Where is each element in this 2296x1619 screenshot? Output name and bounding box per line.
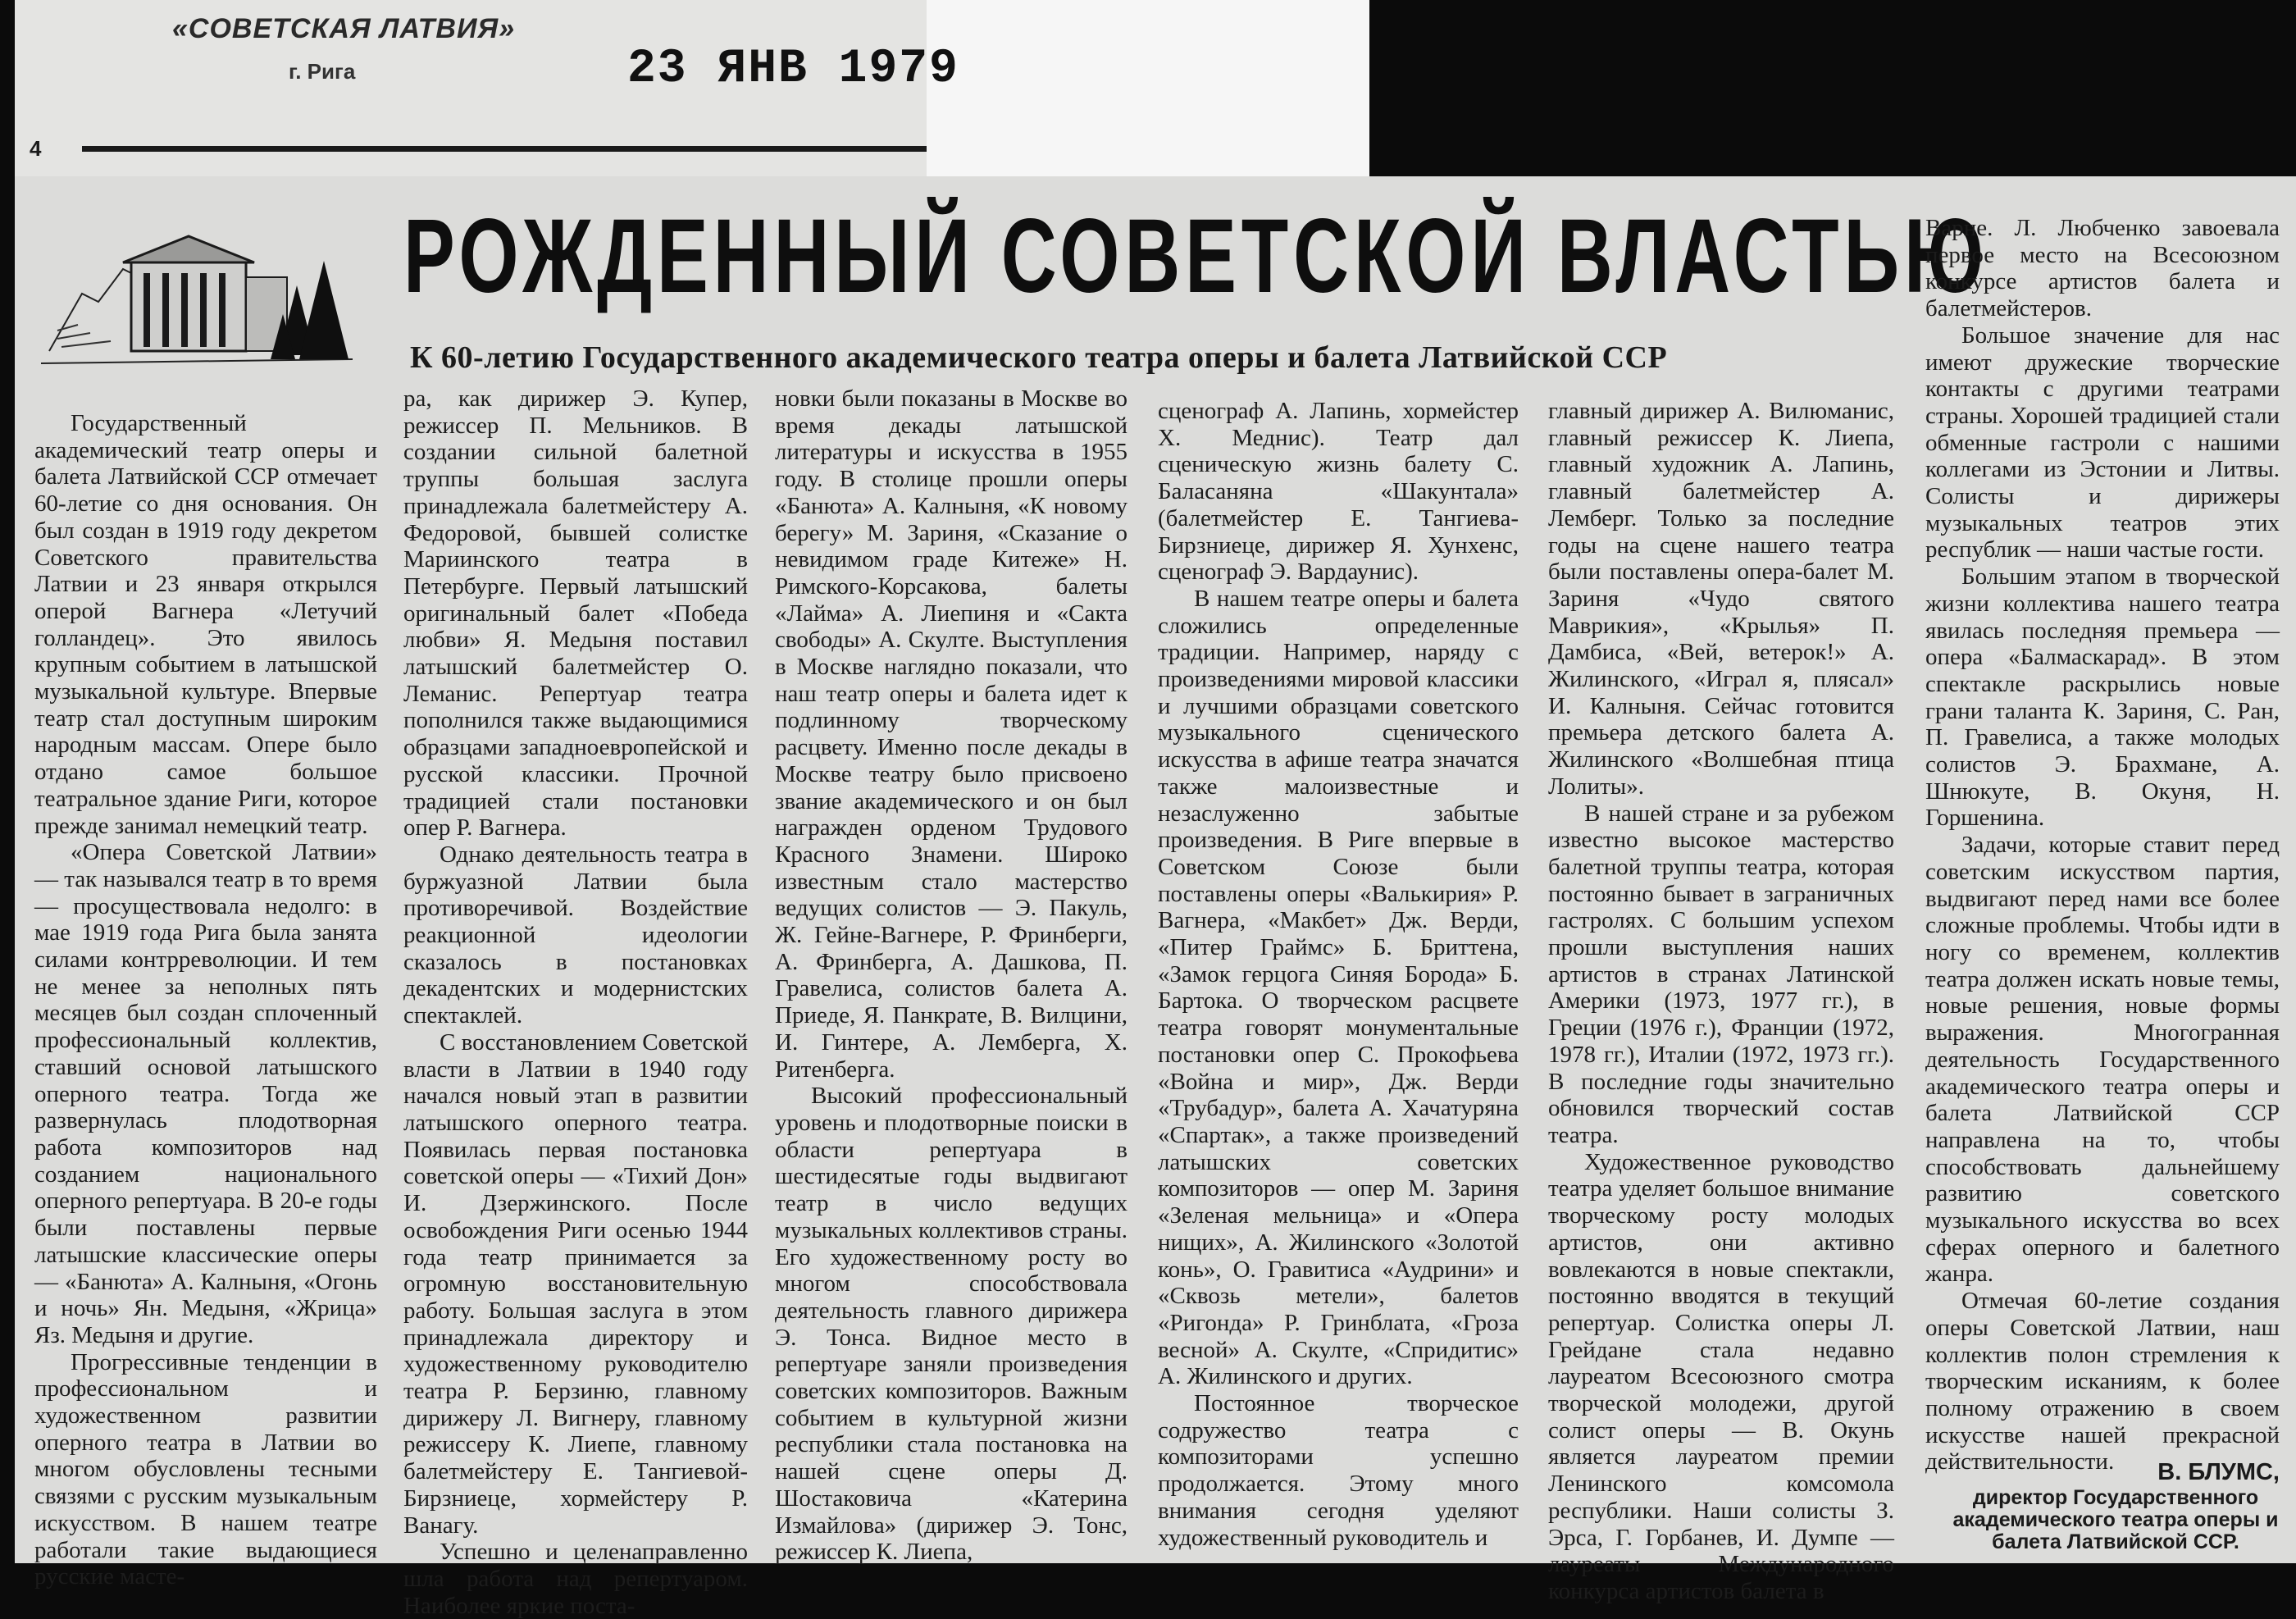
page-number: 4: [30, 136, 42, 161]
paragraph: Большим этапом в творческой жизни коллектива нашего театра явилась последняя премьера — опера «Балмаскарад». В этом спектакле раскрылись новые грани таланта К. Зариня, С. Ран, П. Гравелиса, а также молодых солистов Э. Брахмане, А. Шнюкуте, В. Окуня, Н. Горшенина.: [1925, 563, 2280, 832]
paragraph: ра, как дирижер Э. Купер, режиссер П. Мельников. В создании сильной балетной труппы большая заслуга принадлежала балетмейстеру А. Федоровой, бывшей солистке Мариинского театра в Петербурге. Первый латышский оригинальный балет «Победа любви» Я. Медыня поставил латышский балетмейстер О. Леманис. Репертуар театра пополнился также выдающимися образцами западноевропейской и русской классики. Прочной традицией стали постановки опер Р. Вагнера.: [403, 385, 748, 841]
paragraph: Постоянное творческое содружество театра с композиторами успешно продолжается. Этому много внимания сегодня уделяют художественный руководитель и: [1158, 1390, 1519, 1551]
newspaper-masthead: «СОВЕТСКАЯ ЛАТВИЯ»: [172, 13, 516, 44]
paragraph: «Опера Советской Латвии» — так назывался театр в то время — просуществовала недолго: в мае 1919 года Рига была занята силами контрреволюции. И тем не менее за неполных пять месяцев был создан сплоченный профессиональный коллектив, ставший основой латышского оперного театра. Тогда же развернулась плодотворная работа композиторов над созданием национального оперного репертуара. В 20-е годы были поставлены первые латышские классические оперы — «Банюта» А. Калныня, «Огонь и ночь» Ян. Медыня, «Жрица» Яз. Медыня и другие.: [34, 839, 377, 1348]
paragraph: Задачи, которые ставит перед советским искусством партия, выдвигают перед нами все более сложные проблемы. Чтобы идти в ногу со временем, коллектив театра должен искать новые темы, новые решения, новые формы выражения. Многогранная деятельность Государственного академического театра оперы и балета Латвийской ССР направлена на то, чтобы способствовать дальнейшему развитию советского музыкального искусства во всех сферах оперного и балетного жанра.: [1925, 832, 2280, 1288]
article-headline: РОЖДЕННЫЙ СОВЕТСКОЙ ВЛАСТЬЮ: [403, 198, 1988, 315]
paragraph: Высокий профессиональный уровень и плодотворные поиски в области репертуара в шестидесятые годы выдвигают театр в число ведущих музыкальных коллективов страны. Его художественному росту во многом способствовала деятельность главного дирижера Э. Тонса. Видное место в репертуаре заняли произведения советских композиторов. Важным событием в культурной жизни республики стала постановка на нашей сцене оперы Д. Шостаковича «Катерина Измайлова» (дирижер Э. Тонс, режиссер К. Лиепа,: [775, 1083, 1128, 1566]
header-rule: [82, 146, 927, 152]
blank-paper-patch: [927, 0, 1369, 185]
paragraph: Художественное руководство театра уделяет большое внимание творческому росту молодых артистов, они активно вовлекаются в новые спектакли, постоянно вводятся в текущий репертуар. Солистка оперы Л. Грейдане стала недавно лауреатом Всесоюзного смотра творческой молодежи, другой солист оперы — В. Окунь является лауреатом премии Ленинского комсомола республики. Наши солисты З. Эрса, Г. Горбанев, И. Думпе — лауреаты Международного конкурса артистов балета в: [1548, 1148, 1894, 1604]
author-name: В. БЛУМС,: [2157, 1459, 2280, 1485]
paragraph: С восстановлением Советской власти в Латвии в 1940 году начался новый этап в развитии латышского оперного театра. Появилась первая постановка советской оперы — «Тихий Дон» И. Дзержинского. После освобождения Риги осенью 1944 года театр принимается за огромную восстановительную работу. Большая заслуга в этом принадлежала директору и художественному руководителю театра Р. Берзиню, главному дирижеру Л. Вигнеру, главному режиссеру К. Лиепе, главному балетмейстеру Е. Тангиевой-Бирзниеце, хормейстеру Р. Ванагу.: [403, 1028, 748, 1539]
paragraph: Успешно и целенаправленно шла работа над репертуаром. Наиболее яркие поста-: [403, 1539, 748, 1619]
paragraph: Государственный академический театр оперы и балета Латвийской ССР отмечает 60-летие со дня основания. Он был создан в 1919 году декретом Советского правительства Латвии и 23 января открылся оперой Вагнера «Летучий голландец». Это явилось крупным событием в латышской музыкальной культуре. Впервые театр стал доступным широким народным массам. Опере было отдано самое большое театральное здание Риги, которое прежде занимал немецкий театр.: [34, 410, 377, 839]
text-column-5: [1548, 398, 1894, 1604]
text-column-3: [775, 385, 1128, 1566]
paragraph: сценограф А. Лапинь, хормейстер Х. Меднис). Театр дал сценическую жизнь балету С. Баласаняна «Шакунтала» (балетмейстер Е. Тангиева-Бирзниеце, дирижер Я. Хунхенс, сценограф Э. Вардаунис).: [1158, 398, 1519, 586]
paragraph: главный дирижер А. Вилюманис, главный режиссер К. Лиепа, главный художник А. Лапинь, главный балетмейстер А. Лемберг. Только за последние годы на сцене нашего театра были поставлены опера-балет М. Зариня «Чудо святого Маврикия», «Крылья» П. Дамбиса, «Вей, ветерок!» А. Жилинского, «Играл я, плясал» И. Калныня. Сейчас готовится премьера детского балета А. Жилинского «Волшебная птица Лолиты».: [1548, 398, 1894, 800]
text-column-1: [34, 410, 377, 1590]
paragraph: Большое значение для нас имеют дружеские творческие контакты с другими театрами страны. Хорошей традицией стали обменные гастроли с нашими коллегами из Эстонии и Литвы. Солисты и дирижеры музыкальных театров этих республик — наши частые гости.: [1925, 322, 2280, 563]
author-title: директор Государственного академического театра оперы и балета Латвийской ССР.: [1952, 1486, 2279, 1553]
paragraph: Прогрессивные тенденции в профессиональном и художественном развитии оперного театра в Латвии во многом обусловлены тесными связями с русским музыкальным искусством. В нашем театре работали такие выдающиеся русские масте-: [34, 1348, 377, 1590]
date-stamp: 23 ЯНВ 1979: [627, 43, 959, 96]
paragraph: новки были показаны в Москве во время декады латышской литературы и искусства в 1955 году. В столице прошли оперы «Банюта» А. Калныня, «К новому берегу» М. Зариня, «Сказание о невидимом граде Китеже» Н. Римского-Корсакова, балеты «Лайма» А. Лиепиня и «Сакта свободы» А. Скулте. Выступления в Москве наглядно показали, что наш театр оперы и балета идет к подлинному творческому расцвету. Именно после декады в Москве театру было присвоено звание академического и он был награжден орденом Трудового Красного Знамени. Широко известным стало мастерство ведущих солистов — Э. Пакуль, Ж. Гейне-Вагнере, Р. Фринберги, А. Фринберга, А. Дашкова, П. Гравелиса, солистов балета А. Приеде, Я. Панкрате, В. Вилцини, И. Гинтере, А. Лемберга, Х. Ритенберга.: [775, 385, 1128, 1083]
article-subheadline: К 60-летию Государственного академического театра оперы и балета Латвийской ССР: [410, 340, 1668, 375]
city-stamp: г. Рига: [289, 59, 356, 84]
paragraph: Отмечая 60-летие создания оперы Советской Латвии, наш коллектив полон стремления к творческим исканиям, к более полному отражению в своем искусстве нашей прекрасной действительности.: [1925, 1288, 2280, 1475]
paragraph: В нашем театре оперы и балета сложились определенные традиции. Например, наряду с произведениями мировой классики и лучшими образцами советского музыкального сценического искусства в афише театра значатся также малоизвестные и незаслуженно забытые произведения. В Риге впервые в Советском Союзе были поставлены оперы «Валькирия» Р. Вагнера, «Макбет» Дж. Верди, «Питер Граймс» Б. Бриттена, «Замок герцога Синяя Борода» Б. Бартока. О творческом расцвете театра говорят монументальные постановки опер С. Прокофьева «Война и мир», Дж. Верди «Трубадур», балета А. Хачатуряна «Спартак», а также произведений латышских советских композиторов — опер М. Зариня «Зеленая мельница» и «Опера нищих», А. Жилинского «Золотой конь», О. Гравитиса «Аудрини» и «Сквозь метели», балетов «Ригонда» Р. Гринблата, «Гроза весной» А. Скулте, «Спридитис» А. Жилинского и других.: [1158, 585, 1519, 1390]
paragraph: Варне. Л. Любченко завоевала первое место на Всесоюзном конкурсе артистов балета и балетмейстеров.: [1925, 215, 2280, 322]
author-signature: [1952, 1459, 2280, 1553]
opera-house-illustration: [33, 195, 361, 376]
paragraph: Однако деятельность театра в буржуазной Латвии была противоречивой. Воздействие реакционной идеологии сказалось в постановках декадентских и модернистских спектаклей.: [403, 841, 748, 1029]
text-column-2: [403, 385, 748, 1619]
text-column-4: [1158, 398, 1519, 1550]
paragraph: В нашей стране и за рубежом известно высокое мастерство балетной труппы театра, которая постоянно бывает в заграничных гастролях. С большим успехом прошли выступления наших артистов в странах Латинской Америки (1973, 1977 гг.), в Греции (1976 г.), Франции (1972, 1978 гг.), Италии (1972, 1973 гг.). В последние годы значительно обновился творческий состав театра.: [1548, 800, 1894, 1148]
